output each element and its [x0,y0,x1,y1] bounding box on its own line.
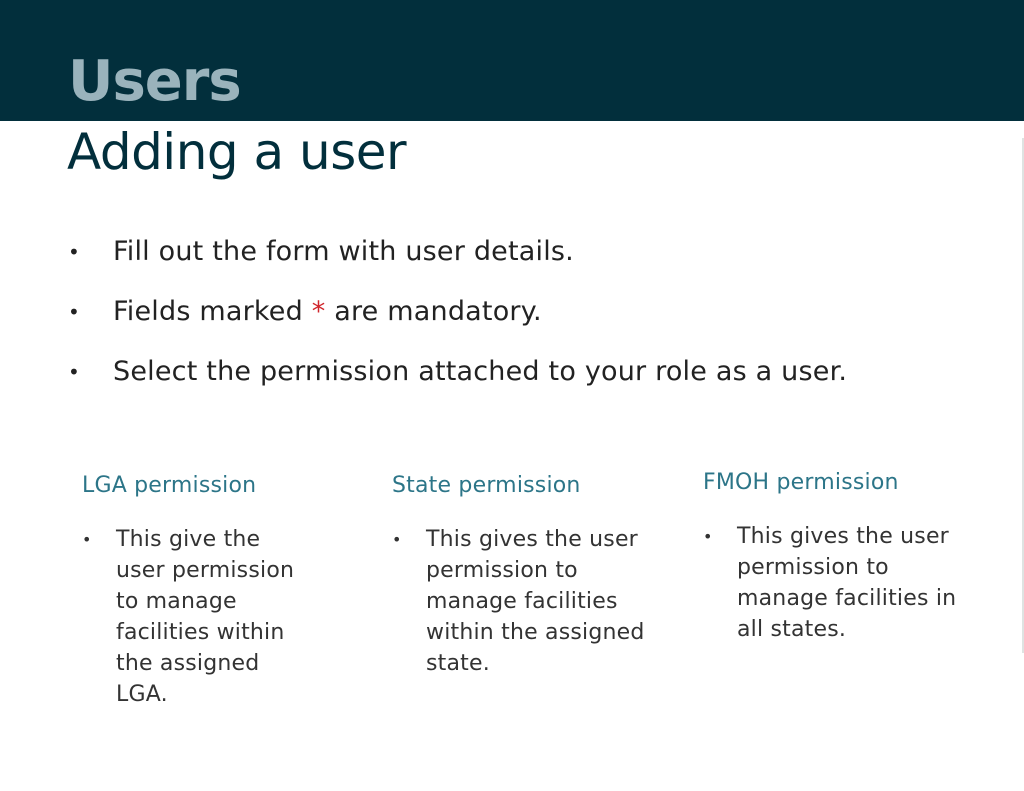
bullet-icon: • [68,300,80,324]
instruction-text-end: are mandatory. [325,296,542,327]
fmoh-permission-text: This gives the user permission to manage facilities in all states. [737,524,957,642]
state-permission-heading: State permission [392,473,581,498]
mandatory-asterisk: * [311,296,326,327]
bullet-icon: • [68,360,80,384]
lga-permission-text: This give the user permission to manage facilities within the assigned LGA. [116,527,295,707]
bullet-icon: • [392,530,402,549]
lga-permission-item [82,524,362,710]
instruction-text-start: Fields marked [113,296,312,327]
lga-permission-column [82,470,362,710]
bullet-icon: • [703,527,713,546]
fmoh-permission-heading: FMOH permission [703,470,899,495]
bullet-icon: • [68,240,80,264]
instruction-text: Fill out the form with user details. [113,236,574,267]
instruction-item [68,222,998,282]
fmoh-permission-item [703,521,983,645]
state-permission-text: This gives the user permission to manage facilities within the assigned state. [426,527,645,676]
slide-title: Users [68,49,241,114]
bullet-icon: • [82,530,92,549]
instruction-list [68,222,998,402]
lga-permission-heading: LGA permission [82,473,257,498]
instruction-item [68,342,998,402]
fmoh-permission-column [703,467,983,645]
state-permission-column [392,470,672,679]
slide-subtitle: Adding a user [67,123,407,181]
state-permission-item [392,524,672,679]
instruction-text: Select the permission attached to your role as a user. [113,356,848,387]
instruction-item [68,282,998,342]
